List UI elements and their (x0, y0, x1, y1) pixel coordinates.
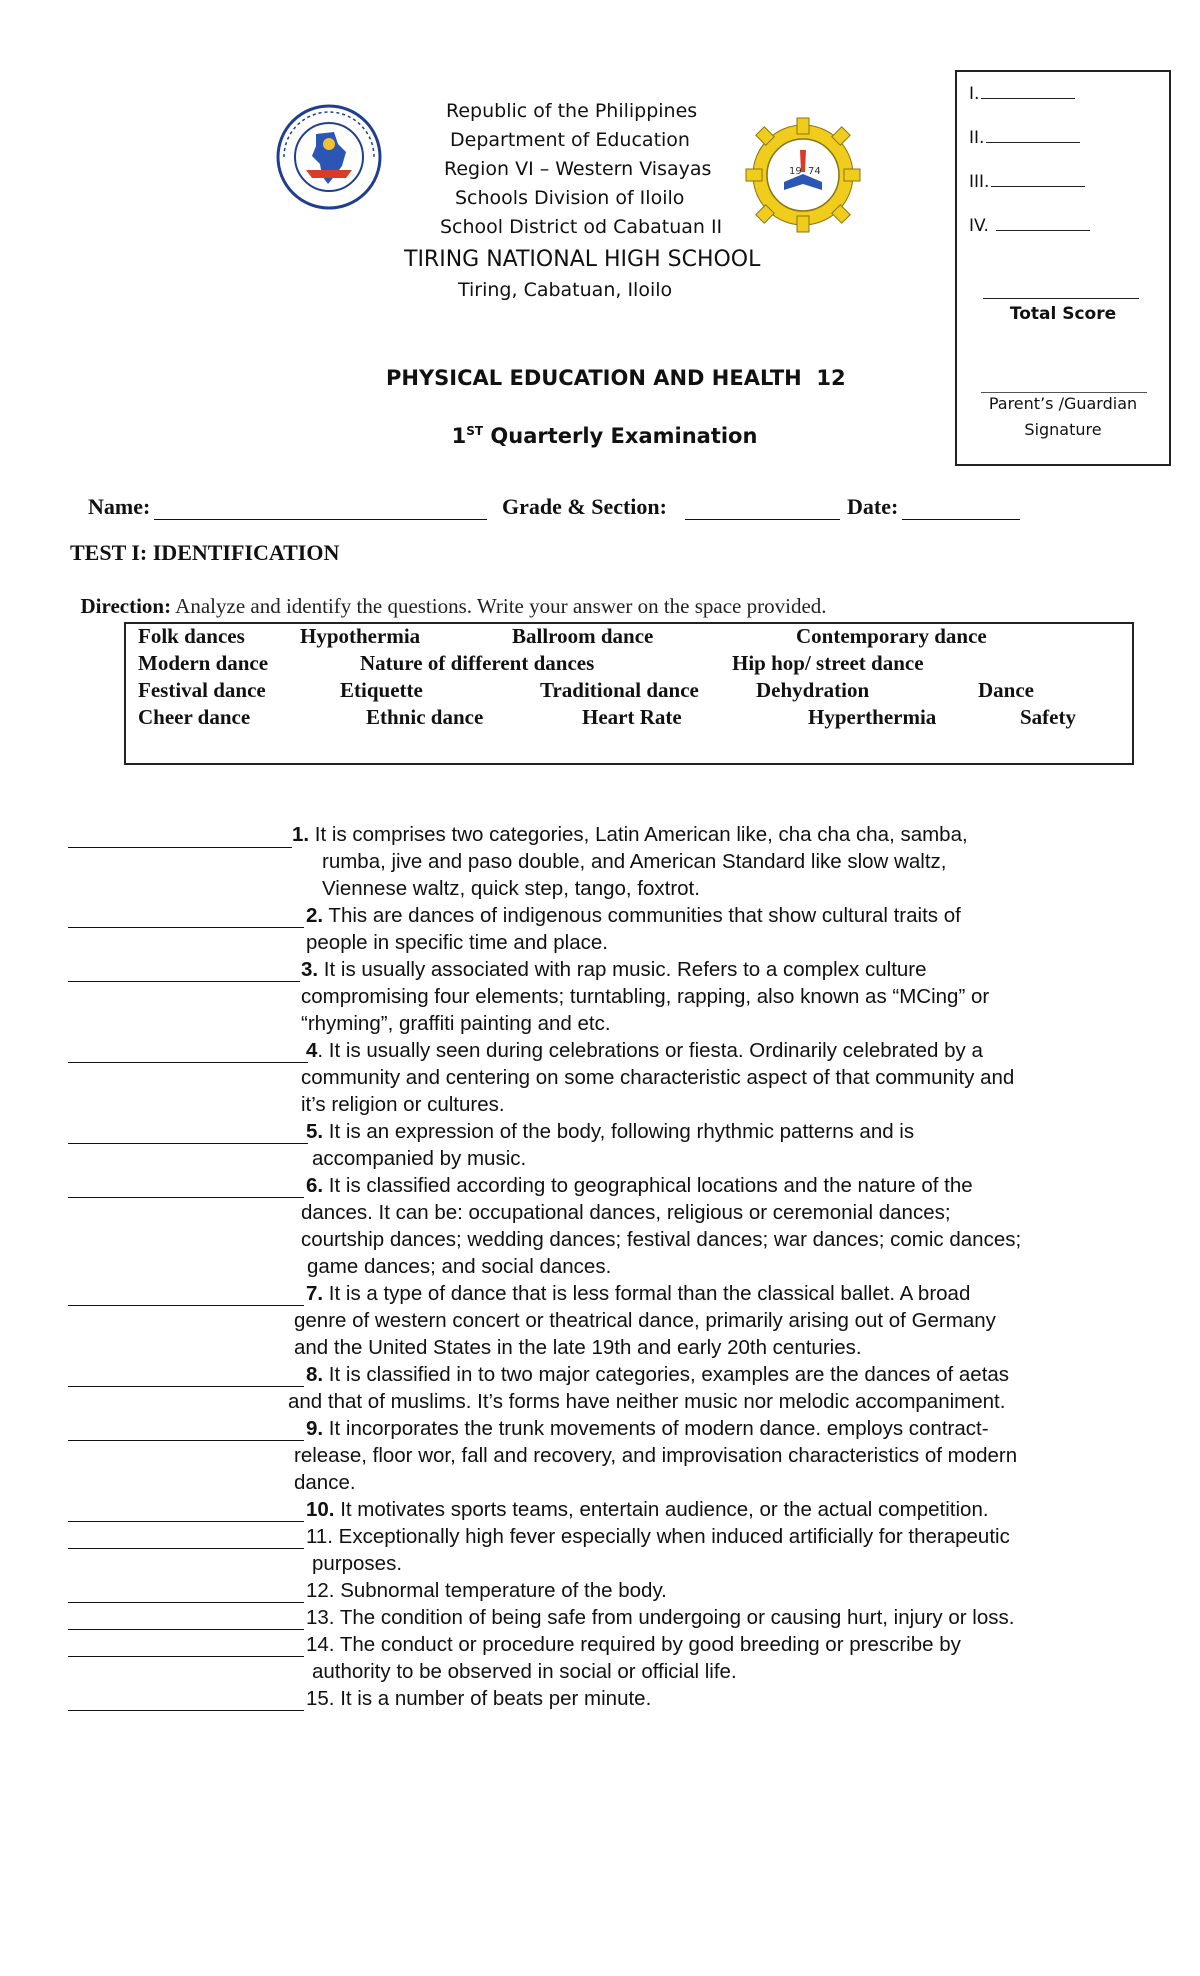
question-6-line-2: dances. It can be: occupational dances, religious or ceremonial dances; (301, 1201, 951, 1224)
score-blank[interactable] (996, 214, 1090, 231)
quarter-superscript: ST (466, 424, 484, 438)
score-item-3 (969, 170, 1085, 192)
question-9-line-3: dance. (294, 1471, 356, 1494)
question-3-line-3: “rhyming”, graffiti painting and etc. (301, 1012, 611, 1035)
answer-blank-15[interactable] (68, 1709, 304, 1711)
question-6-line-4: game dances; and social dances. (307, 1255, 612, 1278)
score-blank[interactable] (981, 82, 1075, 99)
header-line-region: Region VI – Western Visayas (444, 158, 712, 180)
test-direction (70, 569, 827, 619)
question-text: It is classified in to two major categories, examples are the dances of aetas (323, 1363, 1010, 1386)
score-item-label: III. (969, 172, 990, 192)
header-line-division: Schools Division of Iloilo (455, 187, 685, 209)
question-1 (292, 823, 968, 847)
choice-item: Etiquette (340, 678, 423, 702)
score-box (955, 70, 1171, 466)
name-field[interactable] (154, 518, 487, 520)
question-5 (306, 1120, 914, 1144)
answer-blank-5[interactable] (68, 1142, 308, 1144)
score-blank[interactable] (991, 170, 1085, 187)
choice-item: Ballroom dance (512, 624, 654, 648)
score-item-label: II. (969, 128, 985, 148)
test-title: TEST I: IDENTIFICATION (70, 540, 340, 565)
answer-blank-8[interactable] (68, 1385, 304, 1387)
question-text: It is classified according to geographical locations and the nature of the (323, 1174, 973, 1197)
question-2 (306, 904, 961, 928)
question-4 (306, 1039, 983, 1063)
question-text: It is a type of dance that is less formal than the classical ballet. A broad (323, 1282, 971, 1305)
score-item-2 (969, 126, 1080, 148)
answer-blank-13[interactable] (68, 1628, 304, 1630)
question-11: 11. Exceptionally high fever especially when induced artificially for therapeutic (306, 1525, 1010, 1548)
school-logo (744, 116, 862, 234)
question-1-line-2: rumba, jive and paso double, and American Standard like slow waltz, (322, 850, 947, 873)
answer-blank-6[interactable] (68, 1196, 304, 1198)
question-7 (306, 1282, 970, 1306)
exam-subject: PHYSICAL EDUCATION AND HEALTH 12 (386, 366, 846, 390)
total-score-label: Total Score (1009, 304, 1117, 324)
choice-item: Hip hop/ street dance (732, 651, 924, 675)
school-address: Tiring, Cabatuan, Iloilo (458, 279, 673, 301)
question-8-line-2: and that of muslims. It’s forms have neither music nor melodic accompaniment. (288, 1390, 1006, 1413)
choice-item: Cheer dance (138, 705, 251, 729)
question-9-line-2: release, floor wor, fall and recovery, and improvisation characteristics of modern (294, 1444, 1018, 1467)
choice-item: Modern dance (138, 651, 269, 675)
answer-blank-9[interactable] (68, 1439, 304, 1441)
question-3 (301, 958, 927, 982)
answer-blank-4[interactable] (68, 1061, 308, 1063)
question-7-line-3: and the United States in the late 19th and early 20th centuries. (294, 1336, 862, 1359)
answer-blank-2[interactable] (68, 926, 304, 928)
question-text: It incorporates the trunk movements of modern dance. employs contract- (323, 1417, 989, 1440)
svg-text:74: 74 (808, 166, 821, 177)
question-9 (306, 1417, 989, 1441)
signature-label-line2: Signature (1024, 420, 1102, 439)
choice-item: Traditional dance (540, 678, 699, 702)
choice-item: Dehydration (756, 678, 870, 702)
header-line-republic: Republic of the Philippines (446, 100, 698, 122)
answer-blank-3[interactable] (68, 980, 300, 982)
question-14-line-2: authority to be observed in social or official life. (312, 1660, 737, 1683)
answer-blank-11[interactable] (68, 1547, 304, 1549)
question-10 (306, 1498, 989, 1522)
quarter-text: Quarterly Examination (483, 424, 758, 448)
choice-item: Folk dances (138, 624, 245, 648)
header-line-district: School District od Cabatuan II (440, 216, 723, 238)
question-text: It is an expression of the body, following rhythmic patterns and is (323, 1120, 915, 1143)
question-1-line-3: Viennese waltz, quick step, tango, foxtrot. (322, 877, 700, 900)
signature-label-line1: Parent’s /Guardian (988, 394, 1138, 413)
choice-item: Heart Rate (582, 705, 682, 729)
grade-section-label: Grade & Section: (502, 494, 667, 519)
answer-blank-14[interactable] (68, 1655, 304, 1657)
answer-blank-1[interactable] (68, 846, 292, 848)
direction-label: Direction: (80, 594, 172, 618)
quarter-number: 1 (451, 424, 467, 448)
question-13: 13. The condition of being safe from undergoing or causing hurt, injury or loss. (306, 1606, 1015, 1629)
question-number: 5. (306, 1120, 324, 1143)
choice-item: Nature of different dances (360, 651, 595, 675)
question-8 (306, 1363, 1009, 1387)
question-15: 15. It is a number of beats per minute. (306, 1687, 652, 1710)
score-item-label: I. (969, 84, 980, 104)
choice-item: Ethnic dance (366, 705, 484, 729)
question-text: It is usually associated with rap music. Refers to a complex culture (318, 958, 927, 981)
question-number: 2. (306, 904, 324, 927)
question-6-line-3: courtship dances; wedding dances; festival dances; war dances; comic dances; (301, 1228, 1022, 1251)
question-4-line-3: it’s religion or cultures. (301, 1093, 505, 1116)
signature-line[interactable] (981, 392, 1147, 393)
question-number: 9. (306, 1417, 324, 1440)
question-11-line-2: purposes. (312, 1552, 403, 1575)
question-7-line-2: genre of western concert or theatrical dance, primarily arising out of Germany (294, 1309, 996, 1332)
question-text: It is comprises two categories, Latin American like, cha cha cha, samba, (309, 823, 968, 846)
header-line-department: Department of Education (450, 129, 690, 151)
choice-item: Safety (1020, 705, 1076, 729)
answer-blank-12[interactable] (68, 1601, 304, 1603)
grade-section-field[interactable] (685, 518, 840, 520)
question-text: It motivates sports teams, entertain audience, or the actual competition. (334, 1498, 989, 1521)
question-2-line-2: people in specific time and place. (306, 931, 608, 954)
question-number: 10. (306, 1498, 335, 1521)
question-text: This are dances of indigenous communities that show cultural traits of (323, 904, 961, 927)
choice-item: Festival dance (138, 678, 266, 702)
score-blank[interactable] (986, 126, 1080, 143)
question-12: 12. Subnormal temperature of the body. (306, 1579, 667, 1602)
name-label: Name: (88, 494, 151, 519)
question-number: 1. (292, 823, 310, 846)
question-text: . It is usually seen during celebrations or fiesta. Ordinarily celebrated by a (317, 1039, 983, 1062)
total-score-line[interactable] (983, 298, 1139, 299)
question-14: 14. The conduct or procedure required by good breeding or prescribe by (306, 1633, 961, 1656)
question-number: 3. (301, 958, 319, 981)
exam-quarter (437, 400, 757, 448)
question-number: 6. (306, 1174, 324, 1197)
choice-item: Hyperthermia (808, 705, 937, 729)
score-item-label: IV. (969, 216, 989, 236)
choice-item: Hypothermia (300, 624, 421, 648)
question-5-line-2: accompanied by music. (312, 1147, 527, 1170)
svg-text:19: 19 (789, 166, 802, 177)
deped-seal (276, 104, 382, 210)
question-number: 7. (306, 1282, 324, 1305)
answer-blank-7[interactable] (68, 1304, 304, 1306)
choices-box (124, 622, 1134, 765)
question-4-line-2: community and centering on some characteristic aspect of that community and (301, 1066, 1015, 1089)
question-number: 8. (306, 1363, 324, 1386)
score-item-1 (969, 82, 1075, 104)
score-item-4 (969, 214, 1090, 236)
answer-blank-10[interactable] (68, 1520, 304, 1522)
choice-item: Dance (978, 678, 1034, 702)
direction-text: Analyze and identify the questions. Write your answer on the space provided. (171, 594, 827, 618)
choice-item: Contemporary dance (796, 624, 987, 648)
question-number: 4 (306, 1039, 318, 1062)
date-field[interactable] (902, 518, 1020, 520)
question-3-line-2: compromising four elements; turntabling, rapping, also known as “MCing” or (301, 985, 990, 1008)
school-name: TIRING NATIONAL HIGH SCHOOL (404, 247, 761, 272)
date-label: Date: (847, 494, 899, 519)
question-6 (306, 1174, 973, 1198)
